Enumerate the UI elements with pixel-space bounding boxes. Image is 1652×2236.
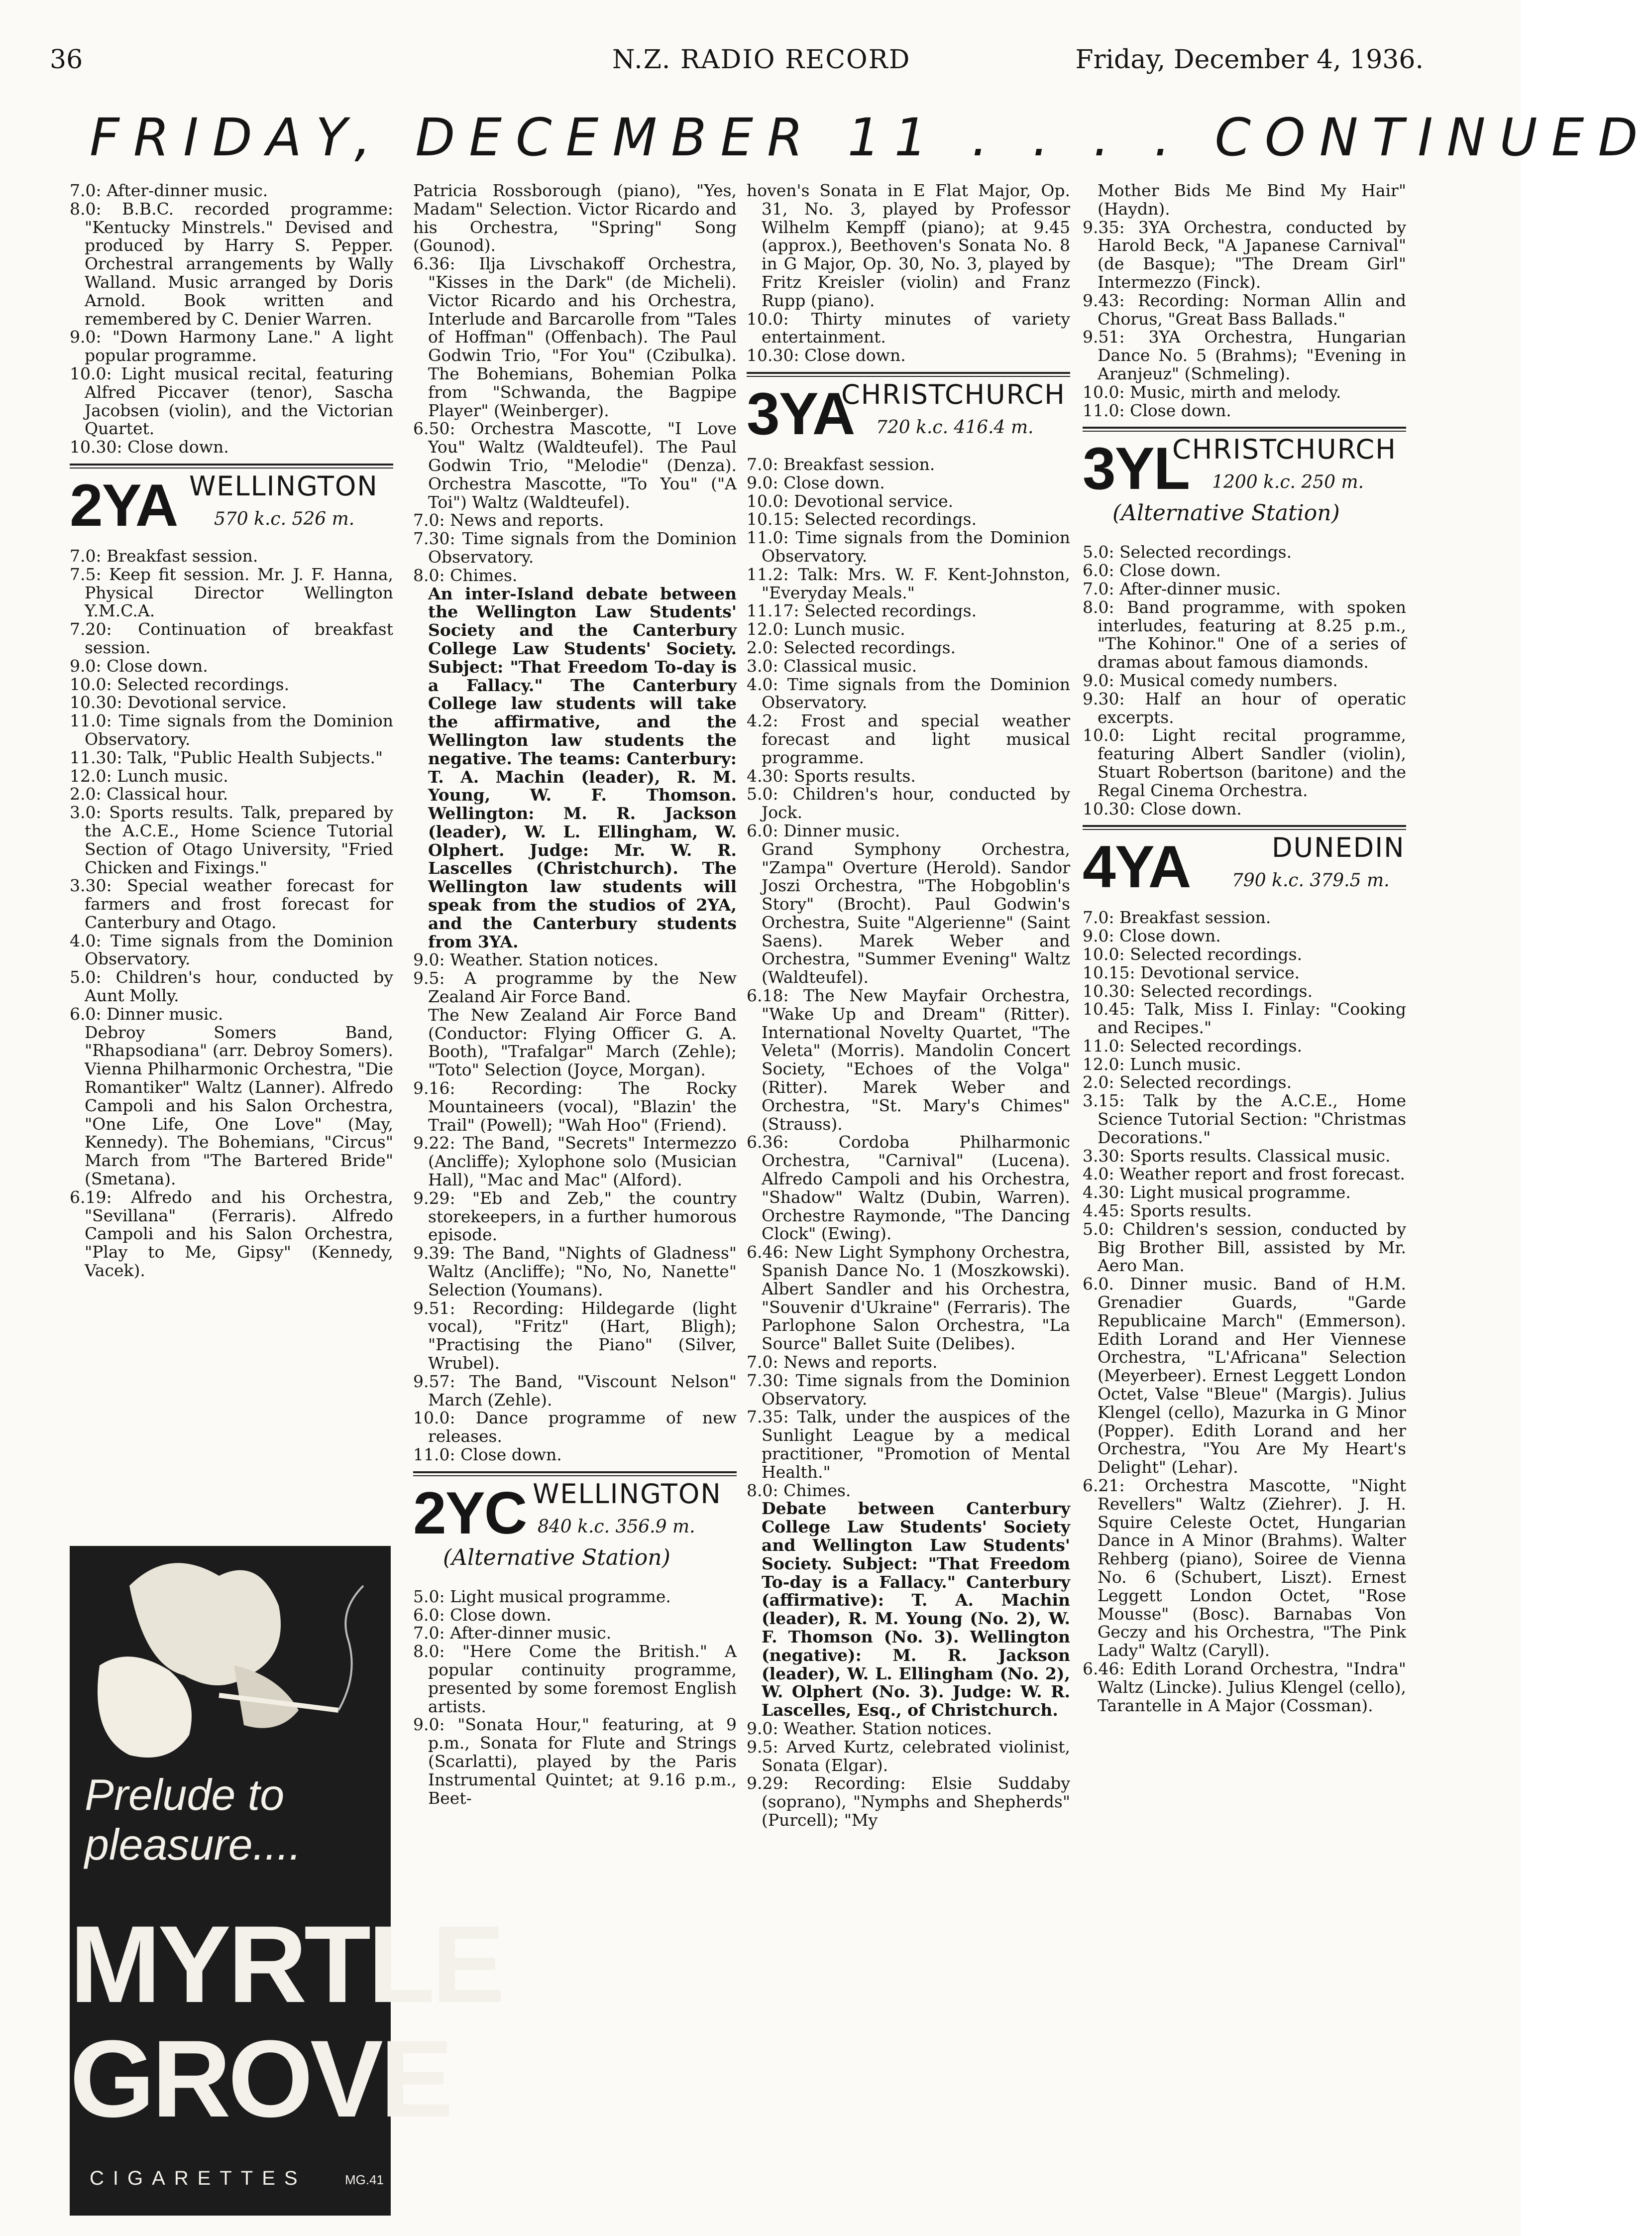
- programme-item: 9.57: The Band, "Viscount Nelson" March (Zehle).: [413, 1371, 737, 1410]
- programme-list: [1083, 543, 1406, 818]
- programme-item: 2.0: Selected recordings.: [747, 637, 956, 657]
- programme-item: 10.0: Light recital programme, featuring Albert Sandler (violin), Stuart Robertson (baritone) and the Regal Cinema Orchestra.: [1083, 725, 1406, 800]
- programme-item: 4.0: Weather report and frost forecast.: [1083, 1164, 1405, 1184]
- programme-list: [413, 951, 737, 1006]
- programme-item: 7.35: Talk, under the auspices of the Sunlight League by a medical practitioner, "Promotion of Mental Health.": [747, 1407, 1070, 1482]
- programme-item: 6.36: Ilja Livschakoff Orchestra, "Kisses in the Dark" (de Micheli). Victor Ricardo and his Orchestra, Interlude and Barcarolle from "Tales of Hoffman" (Offenbach). The Paul Godwin Trio, "For You" (Czibulka). The Bohemians, Bohemian Polka from "Schwanda, the Bagpipe Player" (Weinberger).: [413, 254, 737, 420]
- brand-line-1: MYRTLE: [70, 1903, 502, 2025]
- programme-item: 7.0: Breakfast session.: [747, 454, 935, 474]
- programme-item: 3.15: Talk by the A.C.E., Home Science Tutorial Section: "Christmas Decorations.": [1083, 1091, 1406, 1147]
- programme-list: [747, 456, 1070, 840]
- programme-item: 7.0: After-dinner music.: [413, 1623, 612, 1643]
- programme-list: [747, 1720, 1070, 1830]
- programme-detail: Mother Bids Me Bind My Hair" (Haydn).: [1098, 181, 1406, 219]
- station-city: CHRISTCHURCH: [1172, 434, 1397, 466]
- publication-title: N.Z. RADIO RECORD: [612, 45, 911, 75]
- programme-item: 12.0: Lunch music.: [1083, 1054, 1241, 1074]
- programme-item: 9.0: Close down.: [70, 656, 208, 676]
- programme-item: 10.30: Close down.: [747, 346, 906, 365]
- programme-item: 6.19: Alfredo and his Orchestra, "Sevillana" (Ferraris). Alfredo Campoli and his Salon Orchestra, "Play to Me, Gipsy" (Kennedy, Vacek).: [70, 1187, 393, 1281]
- programme-item: 8.0: "Here Come the British." A popular continuity programme, presented by some foremost English artists.: [413, 1642, 737, 1716]
- programme-item: 9.0: "Down Harmony Lane." A light popular programme.: [70, 327, 393, 365]
- programme-item: hoven's Sonata in E Flat Major, Op. 31, No. 3, played by Professor Wilhelm Kempff (piano); at 9.45 (approx.), Beethoven's Sonata No. 8 in G Major, Op. 30, No. 3, played by Fritz Kreisler (violin) and Franz Rupp (piano).: [747, 181, 1070, 310]
- station-callsign: 2YA: [70, 471, 178, 539]
- programme-item: 11.0: Close down.: [413, 1444, 562, 1464]
- programme-item: 5.0: Children's hour, conducted by Aunt Molly.: [70, 967, 393, 1006]
- programme-detail: Patricia Rossborough (piano), "Yes, Madam" Selection. Victor Ricardo and his Orchestra, "Spring" Song (Gounod).: [413, 181, 737, 255]
- divider: [70, 464, 393, 469]
- programme-list: [413, 1588, 737, 1808]
- programme-item: 7.0: Breakfast session.: [70, 546, 258, 566]
- station-city: CHRISTCHURCH: [841, 378, 1066, 410]
- programme-item: 10.15: Devotional service.: [1083, 962, 1300, 982]
- programme-item: 10.0: Thirty minutes of variety entertainment.: [747, 309, 1070, 347]
- programme-item: 10.0: Light musical recital, featuring Alfred Piccaver (tenor), Sascha Jacobsen (violin), and the Victorian Quartet.: [70, 363, 393, 439]
- programme-item: 11.0: Selected recordings.: [1083, 1036, 1303, 1056]
- programme-item: 8.0: B.B.C. recorded programme: "Kentucky Minstrels." Devised and produced by Harry S. Pepper. Orchestral arrangements by Wally Walland. Music arranged by Doris Arnold. Book written and remembered by C. Denier Warren.: [70, 199, 393, 329]
- programme-item: 5.0: Selected recordings.: [1083, 542, 1292, 562]
- ad-code: MG.41: [344, 2172, 384, 2187]
- programme-item: 6.0: Dinner music.: [70, 1004, 223, 1024]
- programme-item: 6.18: The New Mayfair Orchestra, "Wake Up and Dream" (Ritter). International Novelty Quartet, "The Veleta" (Morris). Mandolin Concert Society, "Echoes of the Volga" (Ritter). Marek Weber and Orchestra, "St. Mary's Chimes" (Strauss).: [747, 986, 1070, 1134]
- programme-item: 5.0: Children's session, conducted by Big Brother Bill, assisted by Mr. Aero Man.: [1083, 1219, 1406, 1276]
- programme-list: [413, 1079, 737, 1464]
- programme-item: 11.17: Selected recordings.: [747, 601, 977, 621]
- debate-notice: An inter-Island debate between the Wellington Law Students' Society and the Canterbury College Law Students' Society. Subject: "That Freedom To-day is a Fallacy." The Canterbury College law students will take the affirmative, and the Wellington law students the negative. The teams: Canterbury: T. A. Machin (leader), R. M. Young, W. F. Thomson. Wellington: M. R. Jackson (leader), W. L. Ellingham, W. Olphert. Judge: Mr. W. R. Lascelles (Christchurch). The Wellington law students will speak from the studios of 2YA, and the Canterbury students from 3YA.: [428, 584, 737, 951]
- programme-item: 7.5: Keep fit session. Mr. J. F. Hanna, Physical Director Wellington Y.M.C.A.: [70, 564, 393, 621]
- programme-item: 10.30: Devotional service.: [70, 693, 287, 712]
- station-frequency: 790 k.c. 379.5 m.: [1232, 870, 1390, 891]
- station-header-2yc: [413, 1478, 737, 1577]
- programme-detail: Grand Symphony Orchestra, "Zampa" Overture (Herold). Sandor Joszi Orchestra, "The Hobgoblin's Story" (Brocht). Paul Godwin's Orchestra, Suite "Algerienne" (Saint Saens). Marek Weber and Orchestra, "Summer Evening" Waltz (Waldteufel).: [762, 839, 1070, 987]
- ad-product: CIGARETTES: [90, 2167, 307, 2189]
- programme-item: 8.0: Band programme, with spoken interludes, featuring at 8.25 p.m., "The Kohinor." One of a series of dramas about famous diamonds.: [1083, 597, 1406, 672]
- programme-item: 9.39: The Band, "Nights of Gladness" Waltz (Ancliffe); "No, No, Nanette" Selection (Youmans).: [413, 1243, 737, 1299]
- programme-item: 12.0: Lunch music.: [747, 619, 905, 639]
- station-city: WELLINGTON: [533, 1478, 722, 1510]
- station-callsign: 3YA: [747, 380, 855, 447]
- programme-item: 11.0: Time signals from the Dominion Observatory.: [70, 711, 393, 749]
- ad-tagline: Prelude to pleasure....: [85, 1770, 302, 1869]
- programme-item: 3.0: Sports results. Talk, prepared by the A.C.E., Home Science Tutorial Section of Otago University, "Fried Chicken and Fixings.": [70, 803, 393, 877]
- programme-item: 4.45: Sports results.: [1083, 1201, 1252, 1221]
- station-callsign: 2YC: [413, 1479, 527, 1546]
- programme-item: 7.0: News and reports.: [747, 1352, 938, 1372]
- programme-item: 3.0: Classical music.: [747, 656, 917, 676]
- programme-item: 4.30: Sports results.: [747, 766, 916, 786]
- station-frequency: 720 k.c. 416.4 m.: [876, 417, 1034, 438]
- programme-item: 7.0: After-dinner music.: [70, 181, 268, 200]
- divider: [1083, 825, 1406, 830]
- programme-item: 4.0: Time signals from the Dominion Observatory.: [70, 931, 393, 969]
- programme-detail: The New Zealand Air Force Band (Conductor: Flying Officer G. A. Booth), "Trafalgar" March (Zehle); "Toto" Selection (Joyce, Morgan).: [428, 1005, 737, 1080]
- programme-item: 10.15: Selected recordings.: [747, 509, 977, 529]
- programme-item: 10.0: Devotional service.: [747, 491, 954, 511]
- programme-item: 6.0: Close down.: [1083, 561, 1221, 581]
- station-header-3ya: [747, 378, 1070, 447]
- programme-item: 9.51: Recording: Hildegarde (light vocal), "Fritz" (Hart, Bligh); "Practising the Piano" (Silver, Wrubel).: [413, 1298, 737, 1373]
- programme-item: 8.0: Chimes.: [413, 565, 518, 585]
- station-frequency: 570 k.c. 526 m.: [214, 508, 355, 529]
- station-callsign: 3YL: [1083, 435, 1190, 502]
- programme-item: 10.0: Music, mirth and melody.: [1083, 382, 1341, 402]
- programme-item: 4.30: Light musical programme.: [1083, 1182, 1351, 1202]
- programme-item: 9.29: Recording: Elsie Suddaby (soprano), "Nymphs and Shepherds" (Purcell); "My: [747, 1773, 1070, 1830]
- programme-item: 9.5: Arved Kurtz, celebrated violinist, Sonata (Elgar).: [747, 1737, 1070, 1775]
- programme-item: 7.30: Time signals from the Dominion Observatory.: [413, 529, 737, 567]
- programme-item: 10.30: Close down.: [70, 437, 229, 457]
- programme-item: 9.30: Half an hour of operatic excerpts.: [1083, 689, 1406, 727]
- programme-list: [747, 987, 1070, 1500]
- programme-item: 11.0: Close down.: [1083, 400, 1231, 420]
- page-number: 36: [50, 45, 83, 75]
- programme-item: 7.30: Time signals from the Dominion Observatory.: [747, 1370, 1070, 1409]
- programme-detail: Debroy Somers Band, "Rhapsodiana" (arr. Debroy Somers). Vienna Philharmonic Orchestra, "Die Romantiker" Waltz (Lanner). Alfredo Campoli and his Salon Orchestra, "One Life, One Love" (May, Kennedy). The Bohemians, "Circus" March from "The Bartered Bride" (Smetana).: [85, 1022, 393, 1189]
- programme-item: 11.0: Time signals from the Dominion Observatory.: [747, 528, 1070, 566]
- programme-list: [1083, 219, 1406, 420]
- programme-item: 8.0: Chimes.: [747, 1480, 851, 1500]
- programme-item: 11.30: Talk, "Public Health Subjects.": [70, 747, 383, 767]
- programme-list: [747, 182, 1070, 365]
- programme-item: 4.0: Time signals from the Dominion Observatory.: [747, 674, 1070, 712]
- programme-item: 5.0: Children's hour, conducted by Jock.: [747, 784, 1070, 823]
- programme-item: 7.0: News and reports.: [413, 510, 604, 530]
- programme-item: 9.29: "Eb and Zeb," the country storekeepers, in a further humorous episode.: [413, 1188, 737, 1245]
- programme-item: 9.0: Weather. Station notices.: [747, 1718, 992, 1738]
- programme-item: 6.0: Close down.: [413, 1605, 551, 1625]
- programme-item: 9.16: Recording: The Rocky Mountaineers (vocal), "Blazin' the Trail" (Powell); "Wah Hoo" (Friend).: [413, 1078, 737, 1135]
- station-callsign: 4YA: [1083, 833, 1191, 901]
- programme-item: 7.0: After-dinner music.: [1083, 579, 1281, 598]
- station-city: DUNEDIN: [1272, 832, 1405, 864]
- programme-item: 9.35: 3YA Orchestra, conducted by Harold Beck, "A Japanese Carnival" (de Basque); "The Dream Girl" Intermezzo (Finck).: [1083, 217, 1406, 292]
- programme-item: 10.30: Selected recordings.: [1083, 981, 1313, 1001]
- programme-item: 9.51: 3YA Orchestra, Hungarian Dance No. 5 (Brahms); "Evening in Aranjeuz" (Schmeling).: [1083, 327, 1406, 383]
- programme-item: 6.46: New Light Symphony Orchestra, Spanish Dance No. 1 (Moszkowski). Albert Sandler and his Orchestra, "Souvenir d'Ukraine" (Ferraris). The Parlophone Salon Orchestra, "La Source" Ballet Suite (Delibes).: [747, 1242, 1070, 1354]
- divider: [1083, 427, 1406, 432]
- programme-item: 5.0: Light musical programme.: [413, 1586, 671, 1606]
- programme-list: [70, 547, 393, 1024]
- programme-item: 7.0: Breakfast session.: [1083, 908, 1271, 928]
- programme-item: 9.5: A programme by the New Zealand Air Force Band.: [413, 968, 737, 1007]
- programme-item: 10.0: Selected recordings.: [70, 674, 290, 694]
- station-city: WELLINGTON: [189, 470, 378, 502]
- programme-item: 4.2: Frost and special weather forecast and light musical programme.: [747, 711, 1070, 767]
- programme-list: [70, 182, 393, 457]
- column-1: [70, 182, 393, 1280]
- programme-item: 6.21: Orchestra Mascotte, "Night Revellers" Waltz (Ziehrer). J. H. Squire Celeste Octet, Hungarian Dance in A Minor (Brahms). Walter Rehberg (piano), Soiree de Vienna No. 6 (Schubert, Liszt). Ernest Leggett London Octet, "Rose Mousse" (Bosc). Barnabas Von Geczy and his Orchestra, "The Pink Lady" Waltz (Caryll).: [1083, 1476, 1406, 1660]
- station-header-2ya: [70, 470, 393, 539]
- smoke-curl: [338, 1586, 363, 1710]
- programme-item: 10.0: Dance programme of new releases.: [413, 1408, 737, 1446]
- programme-item: 7.20: Continuation of breakfast session.: [70, 619, 393, 657]
- station-header-3yl: [1083, 434, 1406, 532]
- programme-item: 9.43: Recording: Norman Allin and Chorus, "Great Bass Ballads.": [1083, 290, 1406, 329]
- day-banner: FRIDAY, DECEMBER 11 . . . . CONTINUED: [90, 107, 1652, 168]
- column-4: [1083, 182, 1406, 1715]
- programme-item: 2.0: Selected recordings.: [1083, 1072, 1292, 1092]
- station-frequency: 840 k.c. 356.9 m.: [538, 1516, 695, 1537]
- programme-item: 6.0: Dinner music.: [747, 821, 900, 840]
- column-2: [413, 182, 737, 1807]
- programme-item: 10.0: Selected recordings.: [1083, 944, 1303, 964]
- programme-item: 9.0: "Sonata Hour," featuring, at 9 p.m., Sonata for Flute and Strings (Scarlatti), played by the Paris Instrumental Quintet; at 9.16 p.m., Beet-: [413, 1715, 737, 1808]
- station-header-4ya: [1083, 832, 1406, 901]
- issue-date: Friday, December 4, 1936.: [1075, 45, 1424, 75]
- debate-notice: Debate between Canterbury College Law Students' Society and Wellington Law Students' Society. Subject: "That Freedom To-day is a Fallacy." Canterbury (affirmative): T. A. Machin (leader), R. M. Young (No. 2), W. F. Thomson (No. 3). Wellington (negative): M. R. Jackson (leader), W. L. Ellingham (No. 2), W. Olphert (No. 3). Judge: W. R. Lascelles, Esq., of Christchurch.: [762, 1499, 1070, 1720]
- station-note: (Alternative Station): [1112, 500, 1340, 526]
- programme-item: 9.0: Musical comedy numbers.: [1083, 670, 1338, 690]
- programme-item: 9.22: The Band, "Secrets" Intermezzo (Ancliffe); Xylophone solo (Musician Hall), "Mac and Mac" (Alford).: [413, 1133, 737, 1190]
- programme-item: 10.30: Close down.: [1083, 799, 1242, 819]
- programme-item: 10.45: Talk, Miss I. Finlay: "Cooking and Recipes.": [1083, 999, 1406, 1038]
- station-frequency: 1200 k.c. 250 m.: [1212, 472, 1364, 493]
- brand-line-2: GROVE: [70, 2017, 450, 2140]
- programme-list: [1083, 909, 1406, 1715]
- programme-item: 9.0: Close down.: [747, 472, 885, 492]
- page-header: [50, 45, 1424, 85]
- programme-item: 6.0. Dinner music. Band of H.M. Grenadier Guards, "Garde Republicaine March" (Emmerson). Edith Lorand and Her Viennese Orchestra, "L'Africana" Selection (Meyerbeer). Ernest Leggett London Octet, Valse "Bleue" (Margis). Julius Klengel (cello), Mazurka in G Minor (Popper). Edith Lorand and her Orchestra, "You Are My Heart's Delight" (Lehar).: [1083, 1274, 1406, 1477]
- programme-item: 9.0: Close down.: [1083, 926, 1221, 946]
- programme-item: 3.30: Sports results. Classical music.: [1083, 1146, 1391, 1166]
- programme-item: 6.50: Orchestra Mascotte, "I Love You" Waltz (Waldteufel). The Paul Godwin Trio, "Melodie" (Denza). Orchestra Mascotte, "To You" ("A Toi") Waltz (Waldteufel).: [413, 419, 737, 512]
- station-note: (Alternative Station): [443, 1544, 670, 1570]
- divider: [747, 372, 1070, 377]
- programme-list: [413, 255, 737, 585]
- programme-item: 6.36: Cordoba Philharmonic Orchestra, "Carnival" (Lucena). Alfredo Campoli and his Orchestra, "Shadow" Waltz (Dubin, Warren). Orchestre Raymonde, "The Dancing Clock" (Ewing).: [747, 1132, 1070, 1244]
- programme-item: 3.30: Special weather forecast for farmers and frost forecast for Canterbury and Otago.: [70, 876, 393, 932]
- programme-item: 2.0: Classical hour.: [70, 784, 228, 804]
- programme-item: 11.2: Talk: Mrs. W. F. Kent-Johnston, "Everyday Meals.": [747, 564, 1070, 602]
- programme-item: 12.0: Lunch music.: [70, 766, 228, 786]
- programme-item: 6.46: Edith Lorand Orchestra, "Indra" Waltz (Lincke). Julius Klengel (cello), Tarantelle in A Major (Cossman).: [1083, 1658, 1406, 1715]
- divider: [413, 1471, 737, 1476]
- programme-item: 9.0: Weather. Station notices.: [413, 950, 659, 970]
- column-3: [747, 182, 1070, 1830]
